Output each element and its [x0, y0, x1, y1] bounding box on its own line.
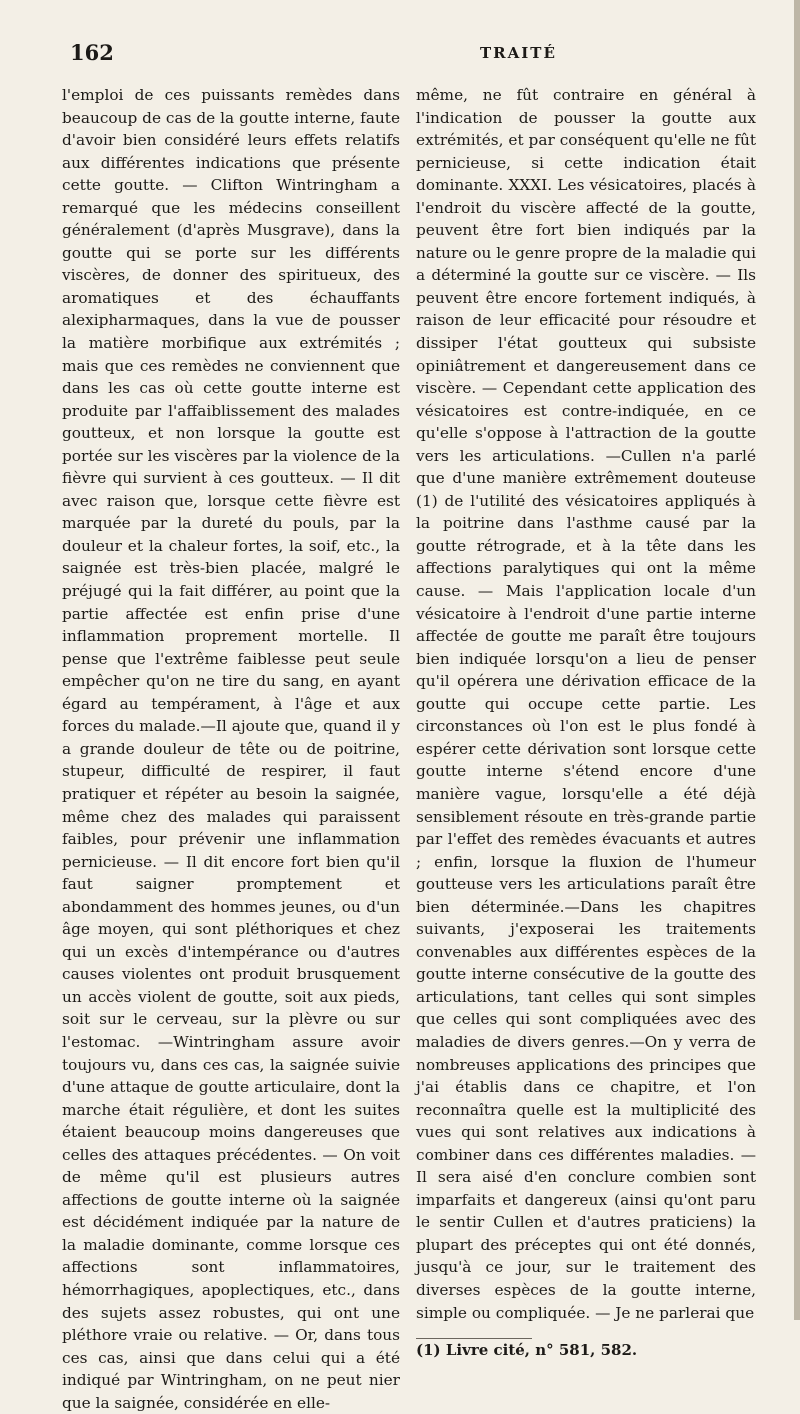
- right-column: [416, 84, 756, 1362]
- page-number: 162: [70, 40, 114, 65]
- running-title: TRAITÉ: [480, 44, 557, 62]
- left-column: [62, 84, 400, 1414]
- page-header: [70, 40, 772, 80]
- left-column-text: l'emploi de ces puissants remèdes dans beaucoup de cas de la goutte interne, faute d'avoir bien considéré leurs effets relatifs aux différentes indications que présente cette goutte. — Clifton Wintringham a remarqué que les médecins conseillent généralement (d'après Musgrave), dans la goutte qui se porte sur les différents viscères, de donner des spiritueux, des aromatiques et des échauffants alexipharmaques, dans la vue de pousser la matière morbifique aux extrémités ; mais que ces remèdes ne conviennent que dans les cas où cette goutte interne est produite par l'affaiblissement des malades goutteux, et non lorsque la goutte est portée sur les viscères par la violence de la fièvre qui survient à ces goutteux. — Il dit avec raison que, lorsque cette fièvre est marquée par la dureté du pouls, par la douleur et la chaleur fortes, la soif, etc., la saignée est très-bien placée, malgré le préjugé qui la fait différer, au point que la partie affectée est enfin prise d'une inflammation proprement mortelle. Il pense que l'extrême faiblesse peut seule empêcher qu'on ne tire du sang, en ayant égard au tempérament, à l'âge et aux forces du malade.—Il ajoute que, quand il y a grande douleur de tête ou de poitrine, stupeur, difficulté de respirer, il faut pratiquer et répéter au besoin la saignée, même chez des malades qui paraissent faibles, pour prévenir une inflammation pernicieuse. — Il dit encore fort bien qu'il faut saigner promptement et abondamment des hommes jeunes, ou d'un âge moyen, qui sont pléthoriques et chez qui un excès d'intempérance ou d'autres causes violentes ont produit brusquement un accès violent de goutte, soit aux pieds, soit sur le cerveau, sur la plèvre ou sur l'estomac. —Wintringham assure avoir toujours vu, dans ces cas, la saignée suivie d'une attaque de goutte articulaire, dont la marche était régulière, et dont les suites étaient beaucoup moins dangereuses que celles des attaques précédentes. — On voit de même qu'il est plusieurs autres affections de goutte interne où la saignée est décidément indiquée par la nature de la maladie dominante, comme lorsque ces affections sont inflammatoires, hémorrhagiques, apoplectiques, etc., dans des sujets assez robustes, qui ont une pléthore vraie ou relative. — Or, dans tous ces cas, ainsi que dans celui qui a été indiqué par Wintringham, on ne peut nier que la saignée, considérée en elle-: [62, 86, 400, 1412]
- footnote: (1) Livre cité, n° 581, 582.: [416, 1341, 638, 1360]
- right-column-text: même, ne fût contraire en général à l'indication de pousser la goutte aux extrémités, et par conséquent qu'elle ne fût pernicieuse, si cette indication était dominante. XXXI. Les vésicatoires, placés à l'endroit du viscère affecté de la goutte, peuvent être fort bien indiqués par la nature ou le genre propre de la maladie qui a déterminé la goutte sur ce viscère. — Ils peuvent être encore fortement indiqués, à raison de leur efficacité pour résoudre et dissiper l'état goutteux qui subsiste opiniâtrement et dangereusement dans ce viscère. — Cependant cette application des vésicatoires est contre-indiquée, en ce qu'elle s'oppose à l'attraction de la goutte vers les articulations. —Cullen n'a parlé que d'une manière extrêmement douteuse (1) de l'utilité des vésicatoires appliqués à la poitrine dans l'asthme causé par la goutte rétrograde, et à la tête dans les affections paralytiques qui ont la même cause. — Mais l'application locale d'un vésicatoire à l'endroit d'une partie interne affectée de goutte me paraît être toujours bien indiquée lorsqu'on a lieu de penser qu'il opérera une dérivation efficace de la goutte qui occupe cette partie. Les circonstances où l'on est le plus fondé à espérer cette dérivation sont lorsque cette goutte interne s'étend encore d'une manière vague, lorsqu'elle a été déjà sensiblement résoute en très-grande partie par l'effet des remèdes évacuants et autres ; enfin, lorsque la fluxion de l'humeur goutteuse vers les articulations paraît être bien déterminée.—Dans les chapitres suivants, j'exposerai les traitements convenables aux différentes espèces de la goutte interne consécutive de la goutte des articulations, tant celles qui sont simples que celles qui sont compliquées avec des maladies de divers genres.—On y verra de nombreuses applications des principes que j'ai établis dans ce chapitre, et l'on reconnaîtra quelle est la multiplicité des vues qui sont relatives aux indications à combiner dans ces différentes maladies. — Il sera aisé d'en conclure combien sont imparfaits et dangereux (ainsi qu'ont paru le sentir Cullen et d'autres praticiens) la plupart des préceptes qui ont été donnés, jusqu'à ce jour, sur le traitement des diverses espèces de la goutte interne, simple ou compliquée. — Je ne parlerai que: [416, 86, 756, 1322]
- page-edge: [794, 0, 800, 1320]
